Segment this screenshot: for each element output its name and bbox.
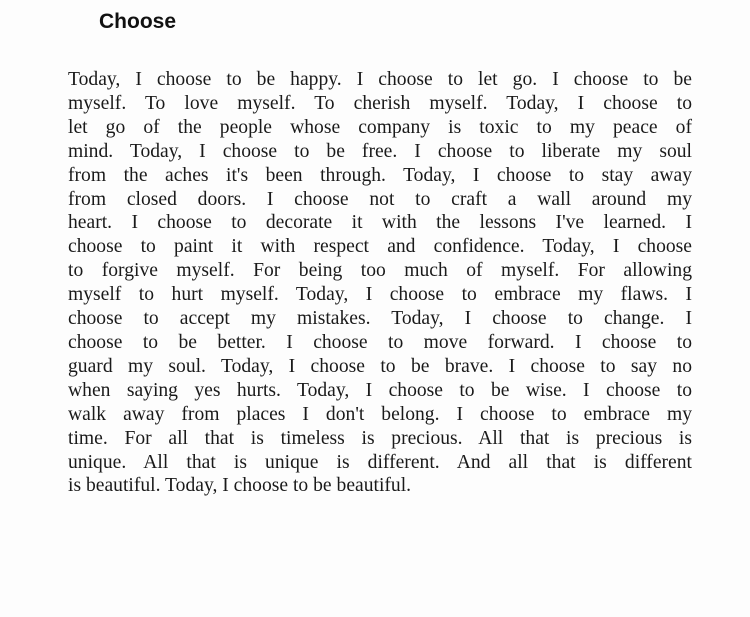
text-line: heart. I choose to decorate it with the lessons I've learned. I <box>68 212 692 234</box>
text-line-last: is beautiful. Today, I choose to be beautiful. <box>68 475 412 497</box>
text-line: choose to accept my mistakes. Today, I choose to change. I <box>68 308 692 330</box>
document-body <box>68 68 692 498</box>
text-line: unique. All that is unique is different. And all that is different <box>68 451 692 473</box>
text-line: choose to paint it with respect and confidence. Today, I choose <box>68 236 692 258</box>
text-line: choose to be better. I choose to move forward. I choose to <box>68 331 692 353</box>
text-line: let go of the people whose company is toxic to my peace of <box>68 116 692 138</box>
text-line: myself to hurt myself. Today, I choose to embrace my flaws. I <box>68 284 692 306</box>
text-line: walk away from places I don't belong. I choose to embrace my <box>68 403 692 425</box>
text-line: time. For all that is timeless is precious. All that is precious is <box>68 427 692 449</box>
text-line: mind. Today, I choose to be free. I choose to liberate my soul <box>68 140 692 162</box>
text-line: guard my soul. Today, I choose to be brave. I choose to say no <box>68 355 692 377</box>
text-line: from closed doors. I choose not to craft a wall around my <box>68 188 692 210</box>
text-line: from the aches it's been through. Today, I choose to stay away <box>68 164 692 186</box>
document-title: Choose <box>99 10 177 33</box>
text-line: Today, I choose to be happy. I choose to let go. I choose to be <box>68 69 692 90</box>
text-line: to forgive myself. For being too much of myself. For allowing <box>68 260 692 282</box>
text-line: when saying yes hurts. Today, I choose to be wise. I choose to <box>68 379 692 401</box>
text-line: myself. To love myself. To cherish myself. Today, I choose to <box>68 92 692 114</box>
